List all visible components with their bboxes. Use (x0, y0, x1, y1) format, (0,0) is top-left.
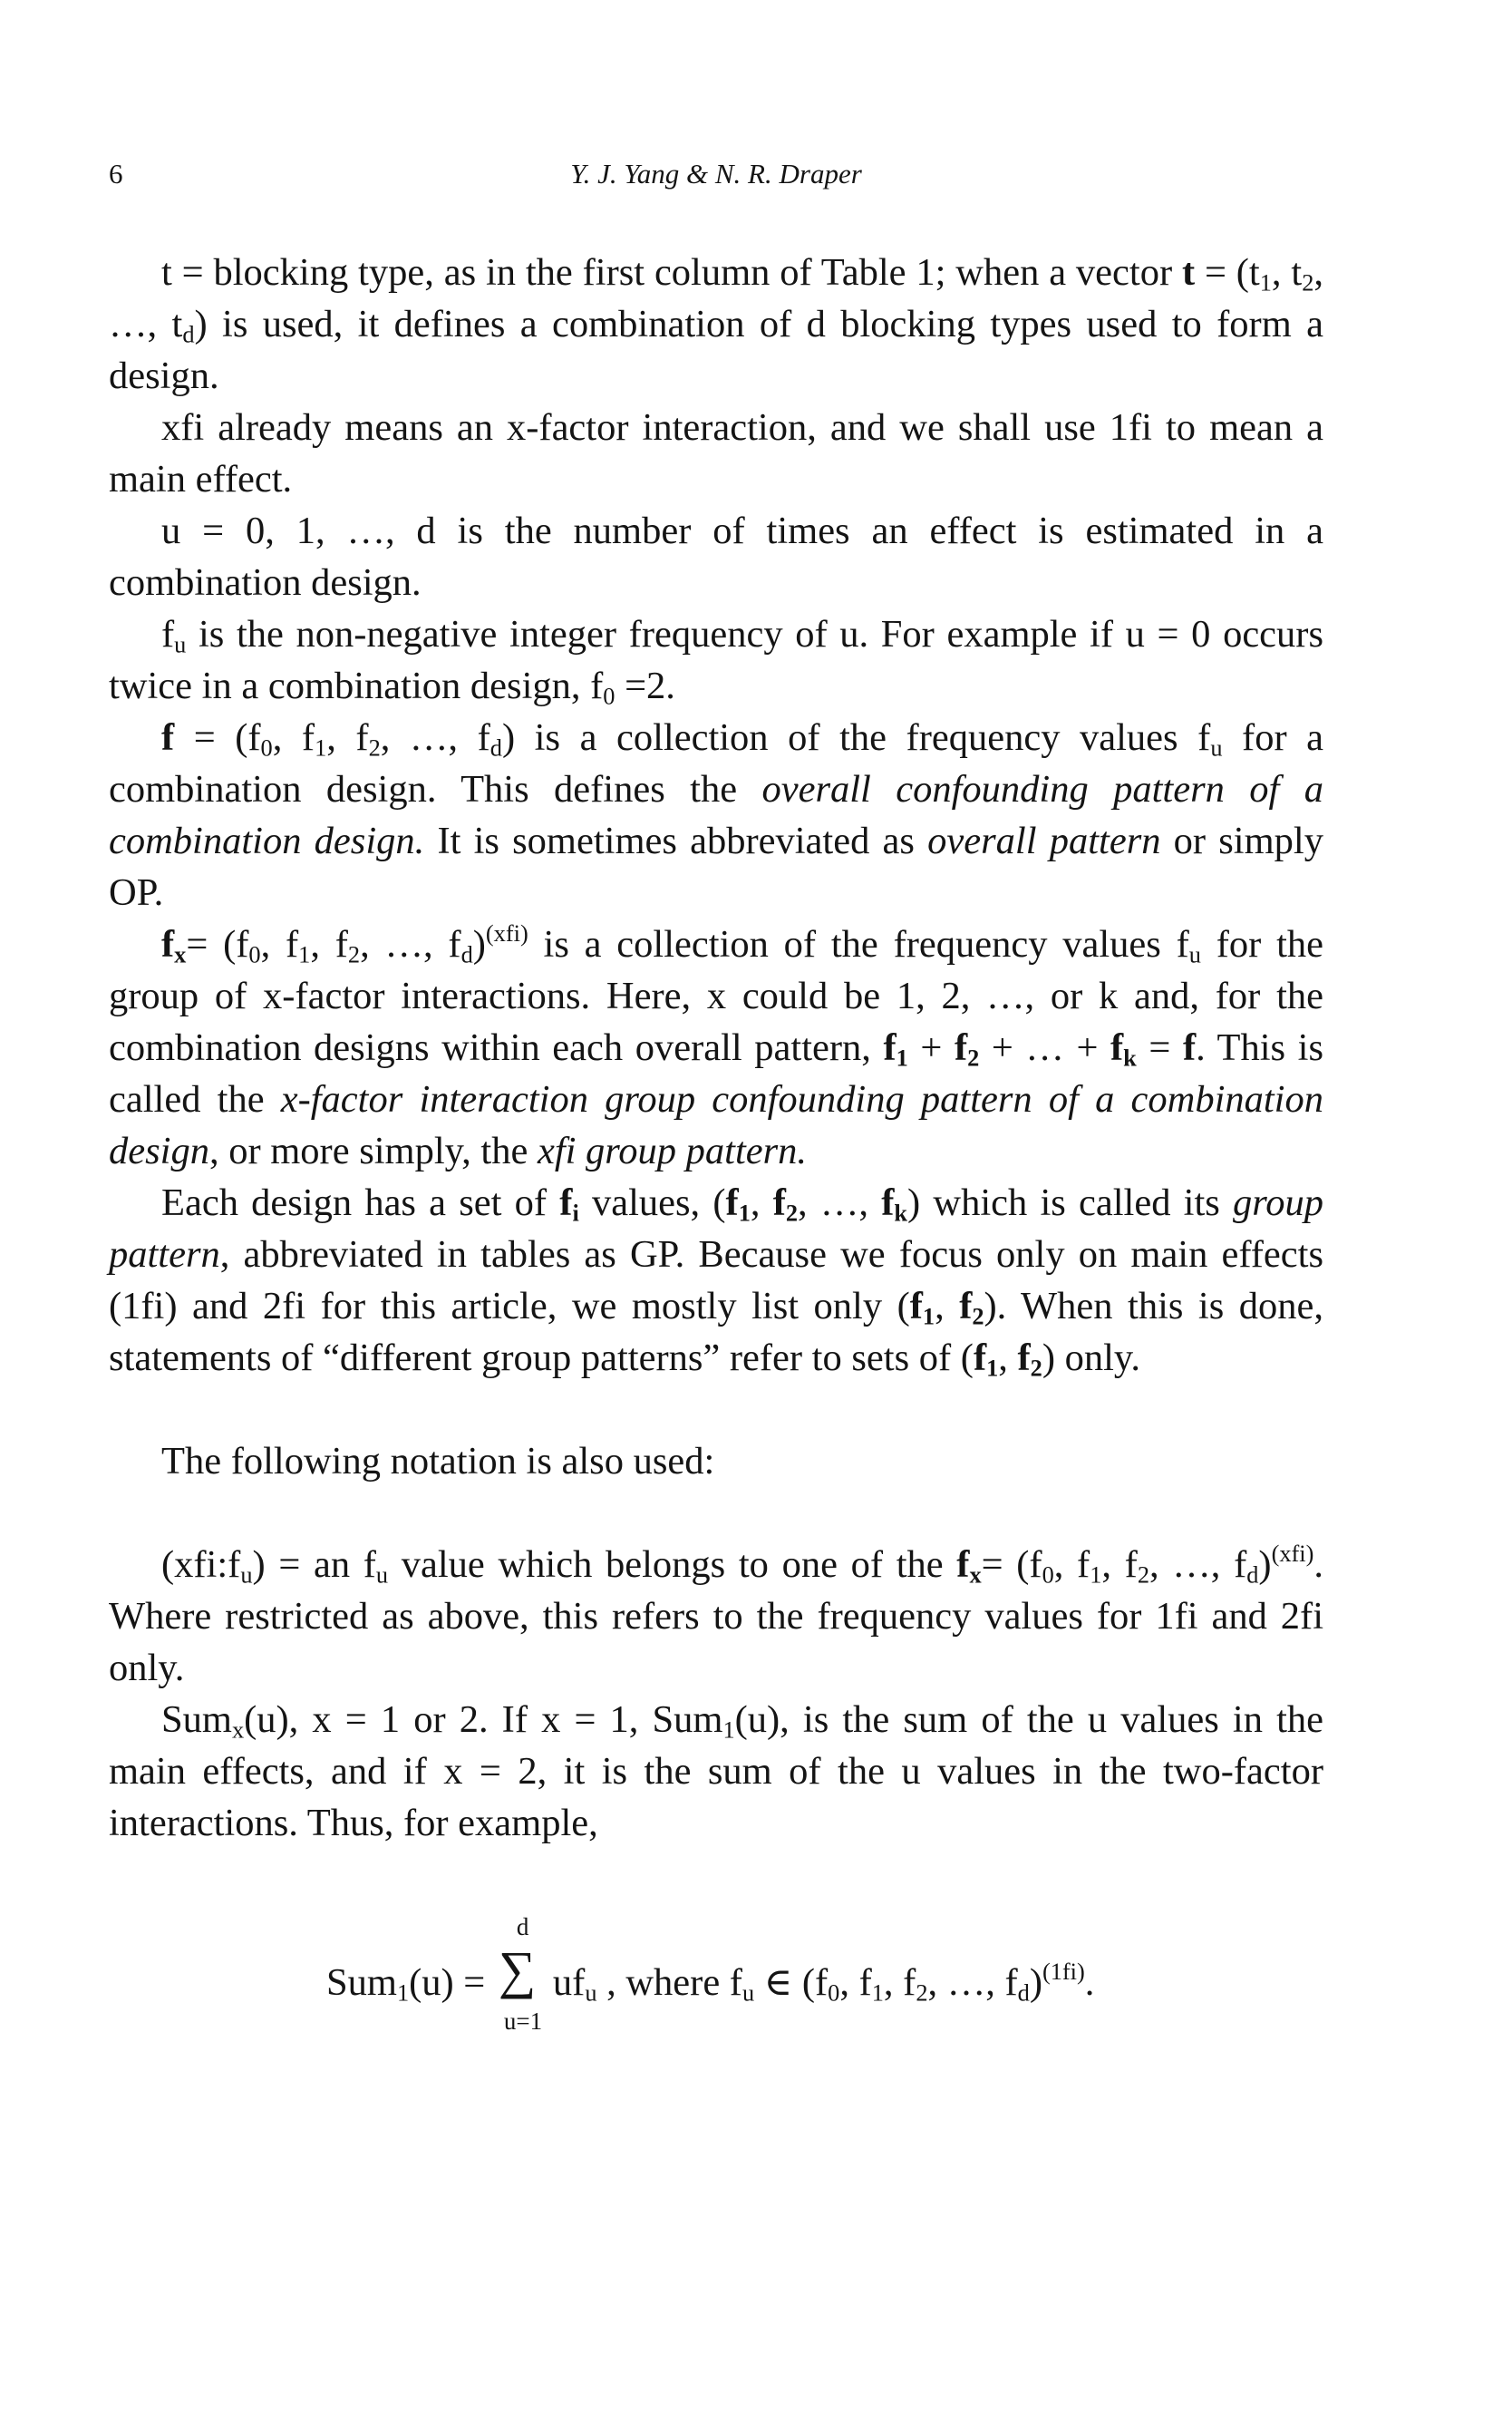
page-number: 6 (109, 158, 123, 190)
body-text (109, 247, 1323, 1849)
paragraph-fu: $f_u$ is the non-negative integer frequency of u. For example if u = 0 occurs twice in a combination design, $f_0 =2$. (109, 613, 1323, 710)
paragraph-overall-pattern: $f = (f_0$, $f_1$, $f_2$, …, $f_d$) is a collection of the frequency values $f_u$ for a combination design. This defines the overall confounding pattern of a combination design. It is sometimes abbreviated as overall pattern or simply OP. (109, 716, 1324, 914)
running-title: Y. J. Yang & N. R. Draper (570, 158, 862, 190)
paragraph-xfi-fu: $(xfi:f_u)$ = an $f_u$ value which belongs to one of the $f_x= (f_0$, $f_1$, $f_2$, …, $f_d)^{(xfi)}$. Where restricted as above, this refers to the frequency values for 1fi and 2fi only. (109, 1540, 1324, 1689)
paragraph-u: u = 0, 1, …, d is the number of times an effect is estimated in a combination design. (109, 510, 1323, 604)
sum-upper-limit: d (516, 1913, 529, 1940)
paragraph-group-pattern: Each design has a set of $f_i$ values, ($f_1$, $f_2$, …, $f_k$) which is called its group pattern, abbreviated in tables as GP. Because we focus only on main effects (1fi) and 2fi for this article, we mostly list only ($f_1$, $f_2$). When this is done, statements of “different group patterns” refer to sets of ($f_1$, $f_2$) only. (109, 1181, 1324, 1382)
paragraph-sum: Sum$_x$(u), x = 1 or 2. If x = 1, Sum$_1$(u), is the sum of the u values in the main effects, and if x = 2, it is the sum of the u values in the two-factor interactions. Thus, for example, (109, 1698, 1323, 1844)
paragraph-xfi-group-pattern: $f_x= (f_0$, $f_1$, $f_2$, …, $f_d)^{(xfi)}$ is a collection of the frequency values $f_u$ for the group of x-factor interactions. Here, x could be 1, 2, …, or k and, for the combination designs within each overall pattern, $f_1 + f_2$ + … + $f_k = f$. This is called the x-factor interaction group confounding pattern of a combination design, or more simply, the xfi group pattern. (109, 919, 1324, 1172)
sum-lower-limit: u=1 (503, 2008, 543, 2035)
running-head (109, 158, 1323, 194)
sum-formula: Sum$_1$(u) = d ∑ u=1 $uf_u$ , where $f_u$ ∈ ($f_0$, $f_1$, $f_2$, …, $f_d)^{(1fi)}$. (326, 1913, 1095, 2035)
paragraph-xfi: xfi already means an x-factor interaction, and we shall use 1fi to mean a main effect. (109, 406, 1323, 501)
summation-sign: d ∑ u=1 (498, 1913, 543, 2035)
paragraph-notation-intro: The following notation is also used: (161, 1440, 715, 1483)
paragraph-blocking-type: t = blocking type, as in the first column of Table 1; when a vector $t = (t_1$, $t_2$, …, $t_d$) is used, it defines a combination of d blocking types used to form a design. (109, 251, 1324, 397)
